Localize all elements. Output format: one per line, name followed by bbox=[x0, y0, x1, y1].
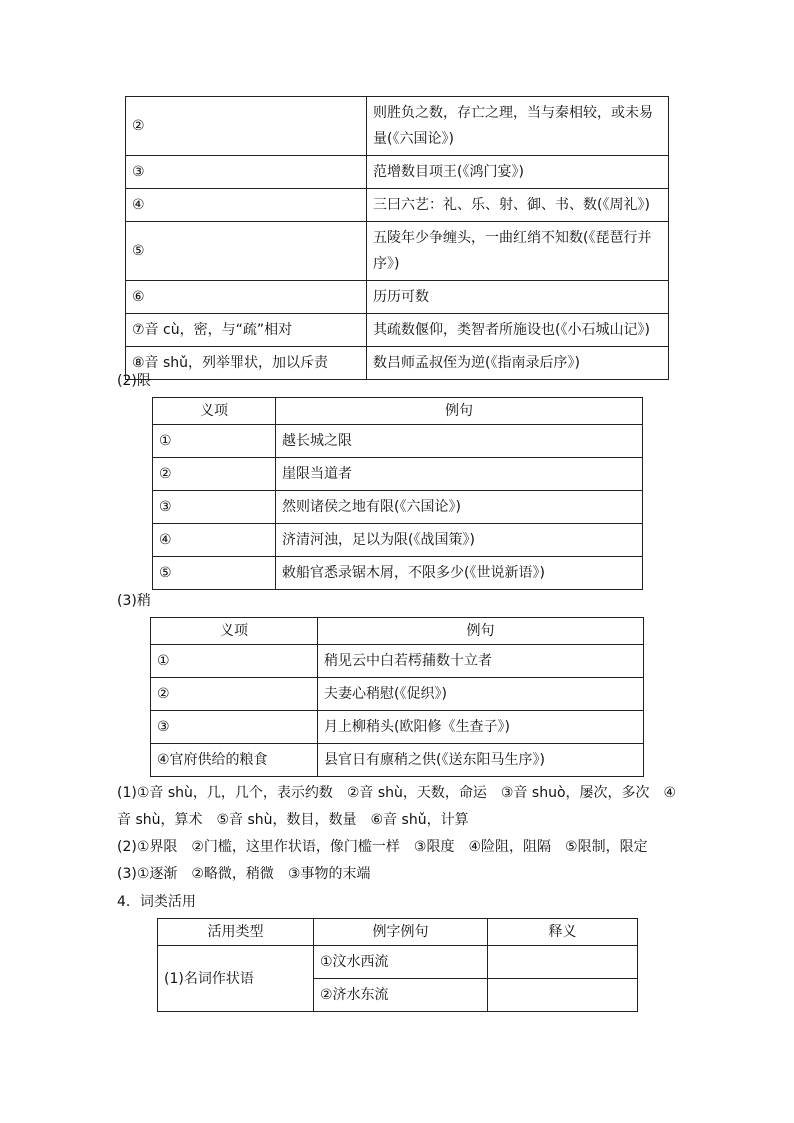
column-header-meaning: 释义 bbox=[488, 919, 638, 946]
sense-cell: ② bbox=[151, 678, 318, 711]
section-heading-xian: (2)限 bbox=[117, 373, 151, 389]
example-cell: 则胜负之数，存亡之理，当与秦相较，或未易量(《六国论》) bbox=[367, 97, 669, 156]
sense-cell: ⑧音 shǔ，列举罪状，加以斥责 bbox=[126, 347, 367, 380]
table-row bbox=[126, 97, 669, 156]
table-row bbox=[126, 222, 669, 281]
word-class-table bbox=[157, 918, 638, 1012]
sense-cell: ② bbox=[126, 97, 367, 156]
example-cell: 崖限当道者 bbox=[276, 458, 643, 491]
example-cell: 敕船官悉录锯木屑，不限多少(《世说新语》) bbox=[276, 557, 643, 590]
table-row bbox=[151, 645, 644, 678]
meaning-cell bbox=[488, 979, 638, 1012]
sense-cell: ⑤ bbox=[153, 557, 276, 590]
sense-cell: ① bbox=[151, 645, 318, 678]
answer-line: (1)①音 shù，几，几个，表示约数 ②音 shù，天数，命运 ③音 shuò，屡次，多次 ④音 shù，算术 ⑤音 shù，数目，数量 ⑥音 shǔ，计算 bbox=[117, 785, 677, 828]
example-cell: 五陵年少争缠头，一曲红绡不知数(《琵琶行并序》) bbox=[367, 222, 669, 281]
section-heading-word-class: 4．词类活用 bbox=[117, 894, 196, 910]
meaning-cell bbox=[488, 946, 638, 979]
example-cell: 县官日有廪稍之供(《送东阳马生序》) bbox=[318, 744, 644, 777]
table-row bbox=[151, 678, 644, 711]
example-cell: 然则诸侯之地有限(《六国论》) bbox=[276, 491, 643, 524]
answer-line: (3)①逐渐 ②略微，稍微 ③事物的末端 bbox=[117, 866, 371, 882]
table-row bbox=[126, 156, 669, 189]
example-cell: 数吕师孟叔侄为逆(《指南录后序》) bbox=[367, 347, 669, 380]
type-cell: (1)名词作状语 bbox=[158, 946, 314, 1012]
example-cell: 越长城之限 bbox=[276, 425, 643, 458]
sense-cell: ⑦音 cù，密，与“疏”相对 bbox=[126, 314, 367, 347]
table-header-row bbox=[153, 398, 643, 425]
example-cell: 其疏数偃仰，类智者所施设也(《小石城山记》) bbox=[367, 314, 669, 347]
sense-cell: ④ bbox=[126, 189, 367, 222]
column-header-example: 例字例句 bbox=[314, 919, 488, 946]
answer-line: (2)①界限 ②门槛，这里作状语，像门槛一样 ③限度 ④险阻，阻隔 ⑤限制，限定 bbox=[117, 839, 648, 855]
table-row bbox=[151, 711, 644, 744]
sense-cell: ⑤ bbox=[126, 222, 367, 281]
column-header-sense: 义项 bbox=[151, 618, 318, 645]
example-cell: 济清河浊，足以为限(《战国策》) bbox=[276, 524, 643, 557]
shao-table bbox=[150, 617, 644, 777]
sense-cell: ③ bbox=[126, 156, 367, 189]
table-row bbox=[126, 347, 669, 380]
sense-cell: ② bbox=[153, 458, 276, 491]
sense-cell: ③ bbox=[151, 711, 318, 744]
table-row bbox=[151, 744, 644, 777]
sense-cell: ④官府供给的粮食 bbox=[151, 744, 318, 777]
table-row bbox=[153, 458, 643, 491]
table-row bbox=[153, 425, 643, 458]
table-row bbox=[153, 557, 643, 590]
sense-cell: ③ bbox=[153, 491, 276, 524]
column-header-type: 活用类型 bbox=[158, 919, 314, 946]
table-row bbox=[126, 314, 669, 347]
xian-table bbox=[152, 397, 643, 590]
sense-cell: ④ bbox=[153, 524, 276, 557]
answer-block bbox=[117, 780, 677, 888]
sense-cell: ⑥ bbox=[126, 281, 367, 314]
table-row bbox=[126, 189, 669, 222]
example-cell: 范增数目项王(《鸿门宴》) bbox=[367, 156, 669, 189]
table-row bbox=[153, 491, 643, 524]
section-heading-shao: (3)稍 bbox=[117, 593, 151, 609]
table-header-row bbox=[151, 618, 644, 645]
column-header-example: 例句 bbox=[318, 618, 644, 645]
table-header-row bbox=[158, 919, 638, 946]
example-cell: 稍见云中白若樗蒱数十立者 bbox=[318, 645, 644, 678]
example-cell: 月上柳稍头(欧阳修《生查子》) bbox=[318, 711, 644, 744]
table-row bbox=[158, 946, 638, 979]
table-row bbox=[126, 281, 669, 314]
example-cell: 夫妻心稍慰(《促织》) bbox=[318, 678, 644, 711]
example-cell: ②济水东流 bbox=[314, 979, 488, 1012]
column-header-example: 例句 bbox=[276, 398, 643, 425]
example-cell: 历历可数 bbox=[367, 281, 669, 314]
shu-table bbox=[125, 96, 669, 380]
example-cell: 三曰六艺：礼、乐、射、御、书、数(《周礼》) bbox=[367, 189, 669, 222]
example-cell: ①汶水西流 bbox=[314, 946, 488, 979]
table-row bbox=[153, 524, 643, 557]
column-header-sense: 义项 bbox=[153, 398, 276, 425]
sense-cell: ① bbox=[153, 425, 276, 458]
